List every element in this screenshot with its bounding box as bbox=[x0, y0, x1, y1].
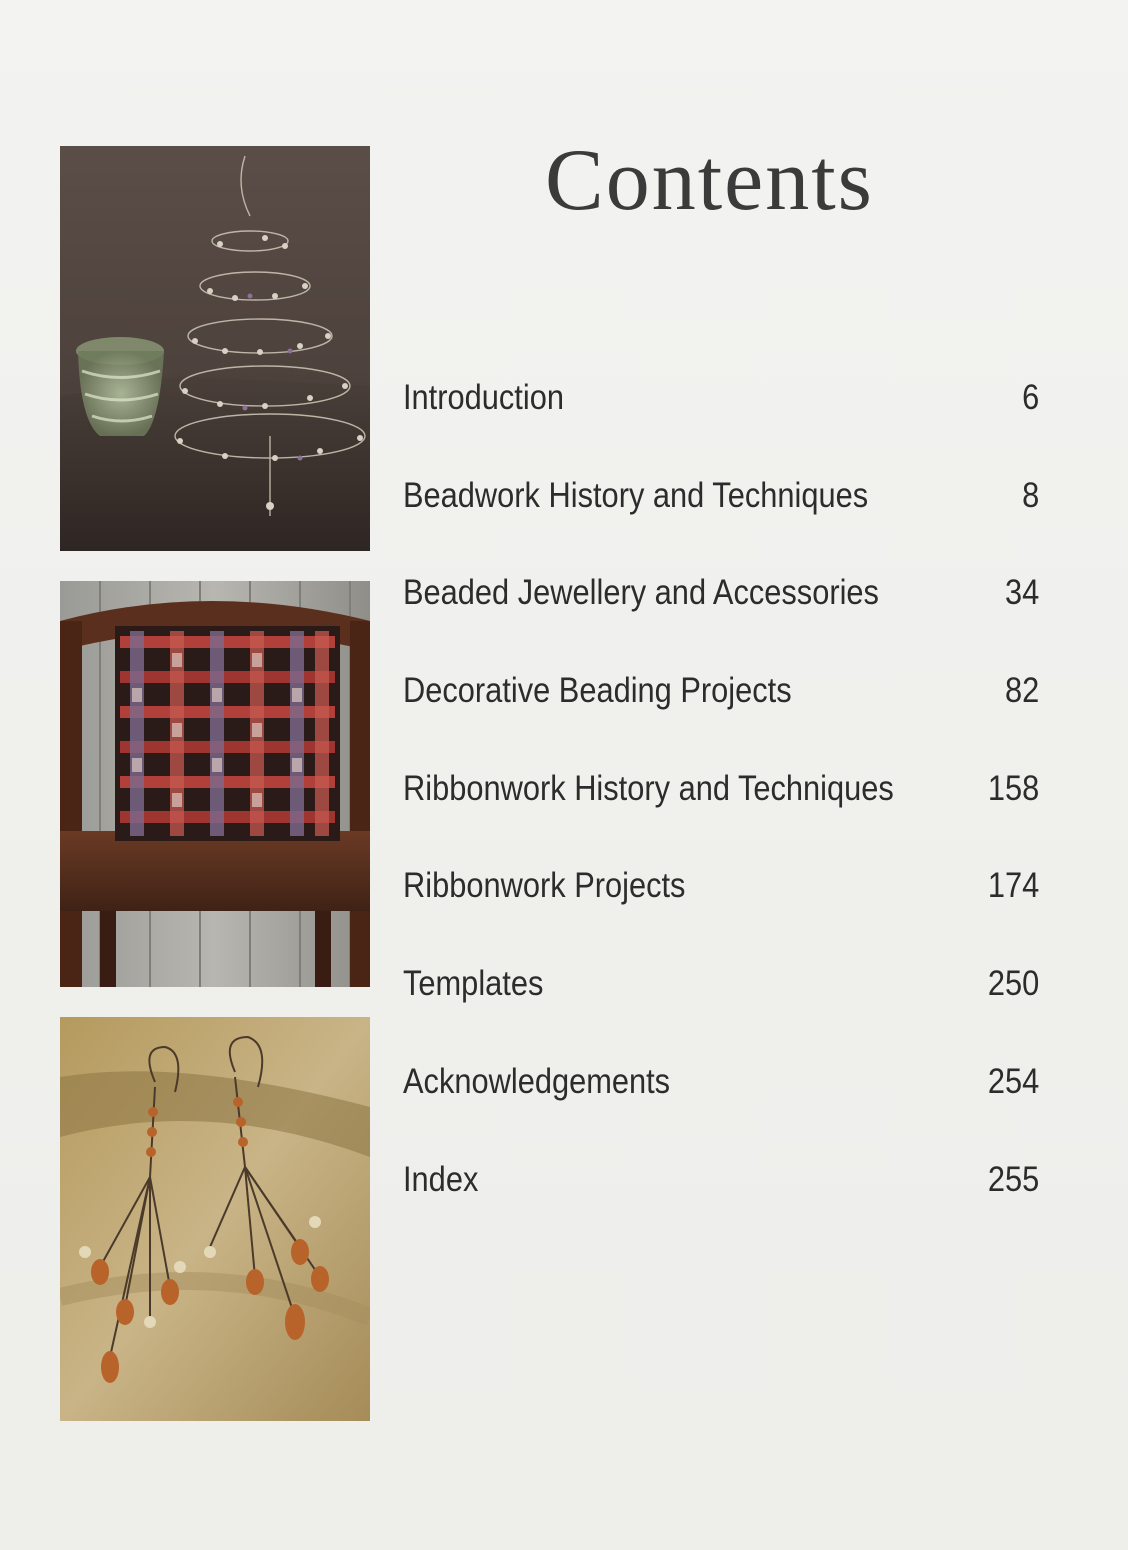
toc-entry-page-number: 34 bbox=[1004, 573, 1040, 613]
beaded-earrings-image bbox=[60, 1017, 370, 1421]
beaded-earrings-photo bbox=[60, 1017, 370, 1421]
toc-entry-page-number: 158 bbox=[987, 768, 1040, 808]
toc-entry-page-number: 6 bbox=[1022, 378, 1040, 417]
ribbon-cushion-image bbox=[60, 581, 370, 987]
toc-entry-title: Ribbonwork History and Techniques bbox=[403, 768, 894, 808]
toc-entry-page-number: 254 bbox=[987, 1061, 1040, 1101]
toc-entry-page-number: 255 bbox=[987, 1159, 1040, 1199]
toc-entry-page-number: 250 bbox=[987, 964, 1040, 1004]
toc-entry-title: Ribbonwork Projects bbox=[403, 866, 686, 906]
toc-entry-page-number: 174 bbox=[987, 866, 1040, 906]
table-of-contents bbox=[403, 370, 1039, 1249]
toc-entry-decorative-beading[interactable] bbox=[403, 663, 1039, 761]
toc-entry-title: Templates bbox=[403, 964, 544, 1004]
toc-entry-ribbonwork-history[interactable] bbox=[403, 761, 1039, 859]
toc-entry-templates[interactable] bbox=[403, 956, 1039, 1054]
toc-entry-page-number: 82 bbox=[1004, 671, 1040, 711]
bead-tree-image bbox=[60, 146, 370, 551]
toc-entry-title: Index bbox=[403, 1159, 479, 1199]
toc-entry-introduction[interactable] bbox=[403, 370, 1039, 468]
toc-entry-title: Beadwork History and Techniques bbox=[403, 475, 869, 515]
toc-entry-ribbonwork-projects[interactable] bbox=[403, 858, 1039, 956]
toc-entry-title: Introduction bbox=[403, 378, 564, 417]
toc-entry-title: Decorative Beading Projects bbox=[403, 671, 792, 711]
toc-entry-page-number: 8 bbox=[1022, 475, 1040, 515]
toc-entry-title: Acknowledgements bbox=[403, 1061, 671, 1101]
toc-entry-title: Beaded Jewellery and Accessories bbox=[403, 573, 879, 613]
toc-entry-beaded-jewellery[interactable] bbox=[403, 565, 1039, 663]
ribbon-cushion-photo bbox=[60, 581, 370, 987]
toc-entry-beadwork-history[interactable] bbox=[403, 468, 1039, 566]
toc-entry-index[interactable] bbox=[403, 1152, 1039, 1250]
toc-entry-acknowledgements[interactable] bbox=[403, 1054, 1039, 1152]
bead-tree-photo bbox=[60, 146, 370, 551]
page-title: Contents bbox=[545, 132, 874, 229]
